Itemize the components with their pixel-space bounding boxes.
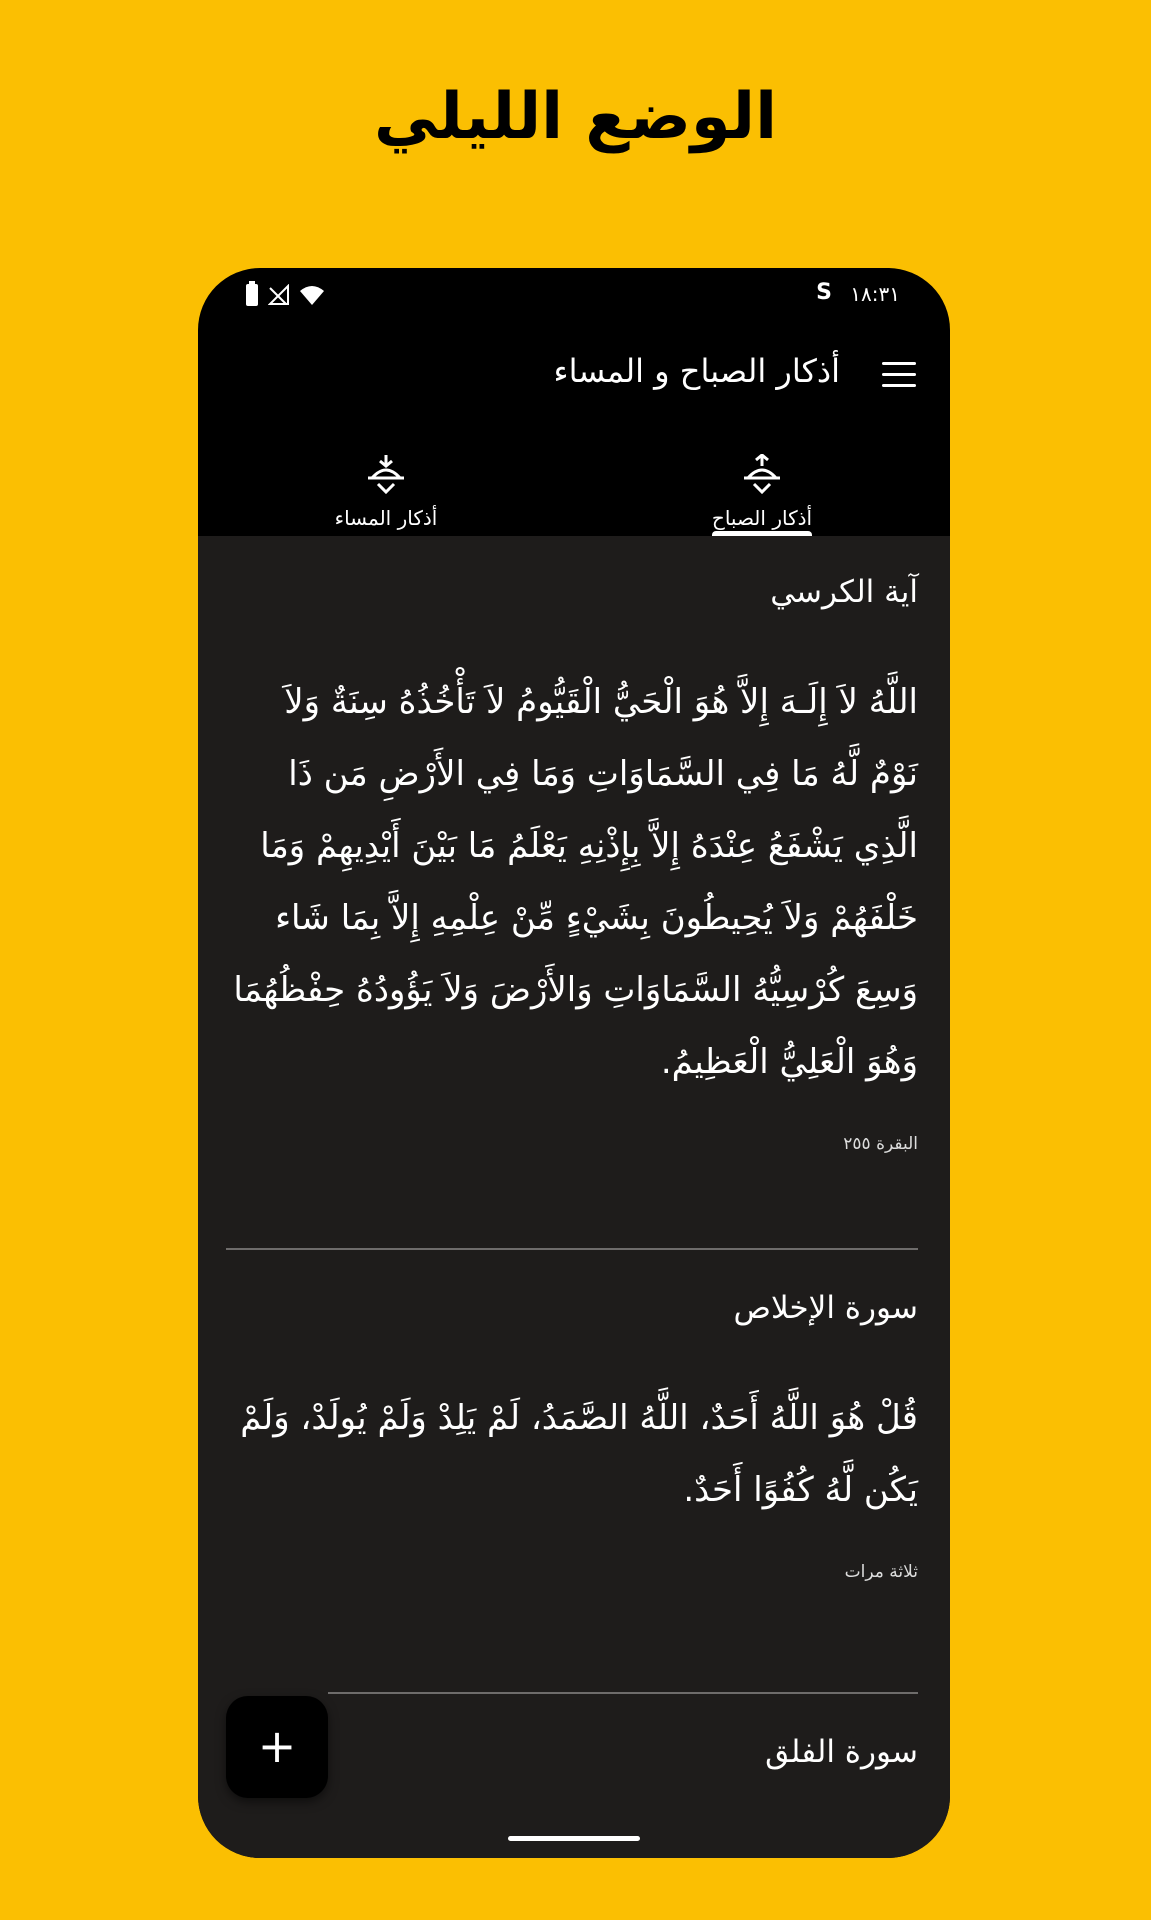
tab-morning[interactable] xyxy=(574,428,950,536)
dhikr-note: البقرة ٢٥٥ xyxy=(843,1134,918,1154)
sunset-icon xyxy=(366,454,406,494)
dhikr-note: ثلاثة مرات xyxy=(844,1562,918,1582)
dhikr-card xyxy=(226,572,918,1154)
dhikr-title: آية الكرسي xyxy=(770,574,918,610)
tab-morning-label: أذكار الصباح xyxy=(711,506,813,530)
battery-icon xyxy=(246,284,258,306)
no-signal-icon xyxy=(268,284,290,306)
tab-evening-label: أذكار المساء xyxy=(334,506,438,530)
app-title: أذكار الصباح و المساء xyxy=(553,352,840,390)
divider xyxy=(226,1248,918,1250)
gesture-nav-handle[interactable] xyxy=(508,1836,640,1841)
promo-title: الوضع الليلي xyxy=(373,80,778,154)
tab-evening[interactable] xyxy=(198,428,574,536)
add-button[interactable] xyxy=(226,1696,328,1798)
dhikr-title: سورة الفلق xyxy=(765,1734,918,1770)
dhikr-text: قُلْ هُوَ اللَّهُ أَحَدٌ، اللَّهُ الصَّمَدُ، لَمْ يَلِدْ وَلَمْ يُولَدْ، وَلَمْ يَكُن لَّهُ كُفُوًا أَحَدٌ. xyxy=(240,1398,918,1510)
sunrise-icon xyxy=(742,454,782,494)
dhikr-text: اللَّهُ لاَ إِلَـهَ إِلاَّ هُوَ الْحَيُّ الْقَيُّومُ لاَ تَأْخُذُهُ سِنَةٌ وَلاَ نَوْمٌ لَّهُ مَا فِي السَّمَاوَاتِ وَمَا فِي الأَرْضِ مَن ذَا الَّذِي يَشْفَعُ عِنْدَهُ إِلاَّ بِإِذْنِهِ يَعْلَمُ مَا بَيْنَ أَيْدِيهِمْ وَمَا خَلْفَهُمْ وَلاَ يُحِيطُونَ بِشَيْءٍ مِّنْ عِلْمِهِ إِلاَّ بِمَا شَاء وَسِعَ كُرْسِيُّهُ السَّمَاوَاتِ وَالأَرْضَ وَلاَ يَؤُودُهُ حِفْظُهُمَا وَهُوَ الْعَلِيُّ الْعَظِيمُ. xyxy=(233,682,918,1082)
status-time: ١٨:٣١ xyxy=(850,282,900,306)
plus-icon: + xyxy=(257,1719,297,1773)
phone-frame xyxy=(198,268,950,1858)
app-bar xyxy=(198,318,950,428)
status-icons xyxy=(246,284,324,306)
tab-bar xyxy=(198,428,950,536)
carrier-icon: S xyxy=(816,280,832,305)
dhikr-card xyxy=(226,1288,918,1582)
dhikr-card xyxy=(226,1732,918,1772)
divider xyxy=(328,1692,918,1694)
dhikr-title: سورة الإخلاص xyxy=(733,1290,918,1326)
menu-icon[interactable] xyxy=(882,362,916,388)
dhikr-list[interactable] xyxy=(198,536,950,1858)
wifi-icon xyxy=(300,285,324,305)
status-bar xyxy=(198,268,950,318)
